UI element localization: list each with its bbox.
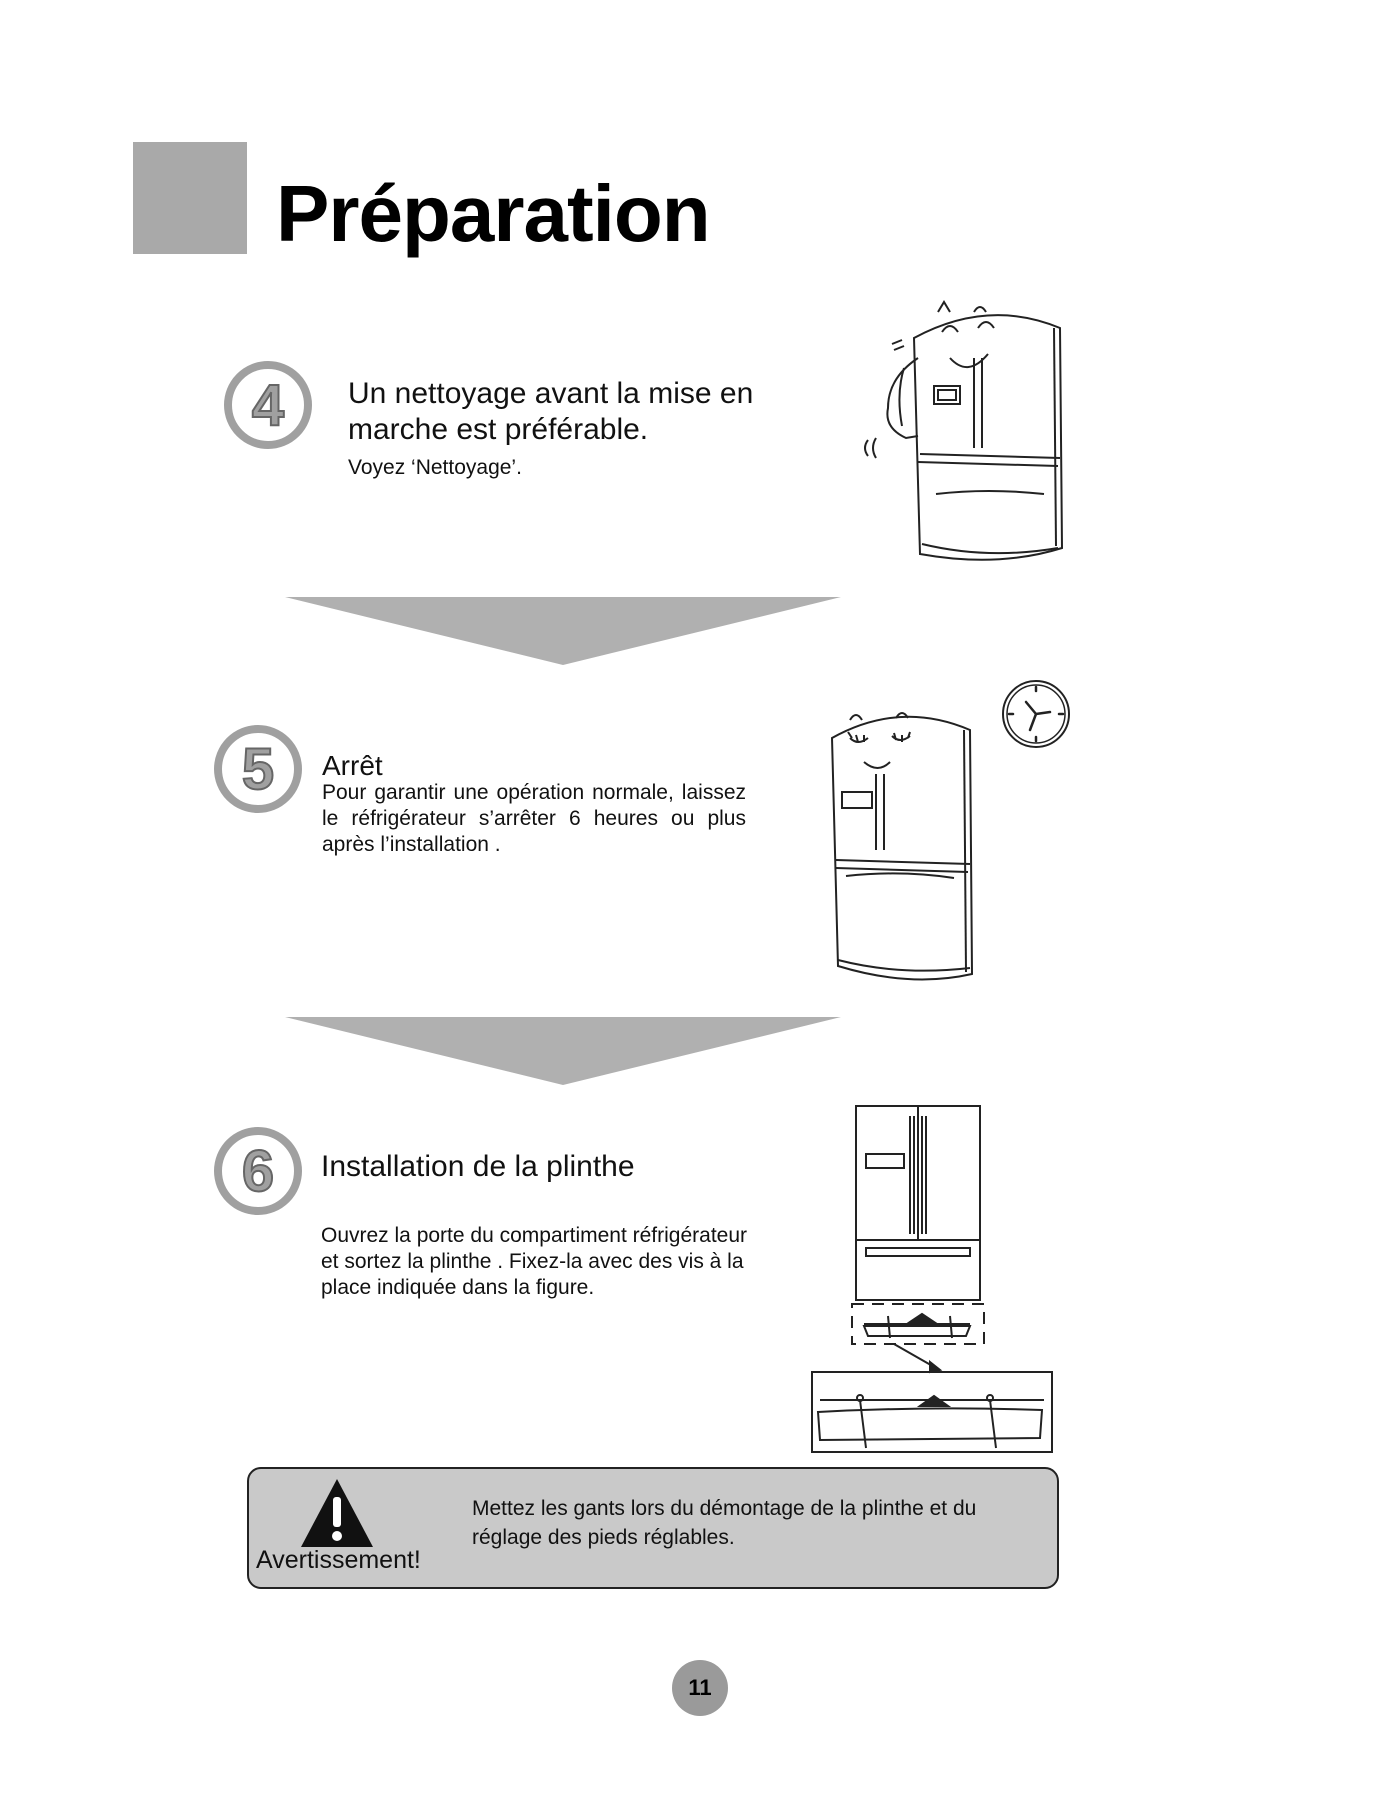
title-block-decoration [133,142,247,254]
warning-triangle-icon [299,1477,375,1549]
down-arrow-1 [285,597,841,667]
step-6-text: Ouvrez la porte du compartiment réfrigérateur et sortez la plinthe . Fixez-la avec des vis à la place indiquée dans la figure. [321,1224,748,1299]
step-4-text: Voyez ‘Nettoyage’. [348,456,522,479]
clock-icon [1000,678,1072,750]
step-5-heading: Arrêt [322,750,383,781]
plinth-installation-diagram [810,1100,1060,1460]
step-5-text: Pour garantir une opération normale, laissez le réfrigérateur s’arrêter 6 heures ou plus après l’installation . [322,781,746,856]
step-6-number-badge [212,1125,304,1217]
fridge-cleaning-illustration [848,298,1074,572]
step-5-number-badge [212,723,304,815]
down-arrow-2 [285,1017,841,1087]
warning-text: Mettez les gants lors du démontage de la plinthe et du réglage des pieds réglables. [472,1497,977,1549]
page-number: 11 [672,1660,728,1716]
warning-label: Avertissement! [256,1546,421,1574]
step-6-heading: Installation de la plinthe [321,1150,635,1183]
step-4-number-badge [222,359,314,451]
step-6-number: 6 [241,1139,275,1204]
fridge-resting-illustration [820,700,980,990]
step-5-number: 5 [241,737,275,802]
step-4-number: 4 [251,373,285,438]
page-title: Préparation [276,169,710,258]
step-4-heading: Un nettoyage avant la mise en marche est préférable. [348,377,754,446]
